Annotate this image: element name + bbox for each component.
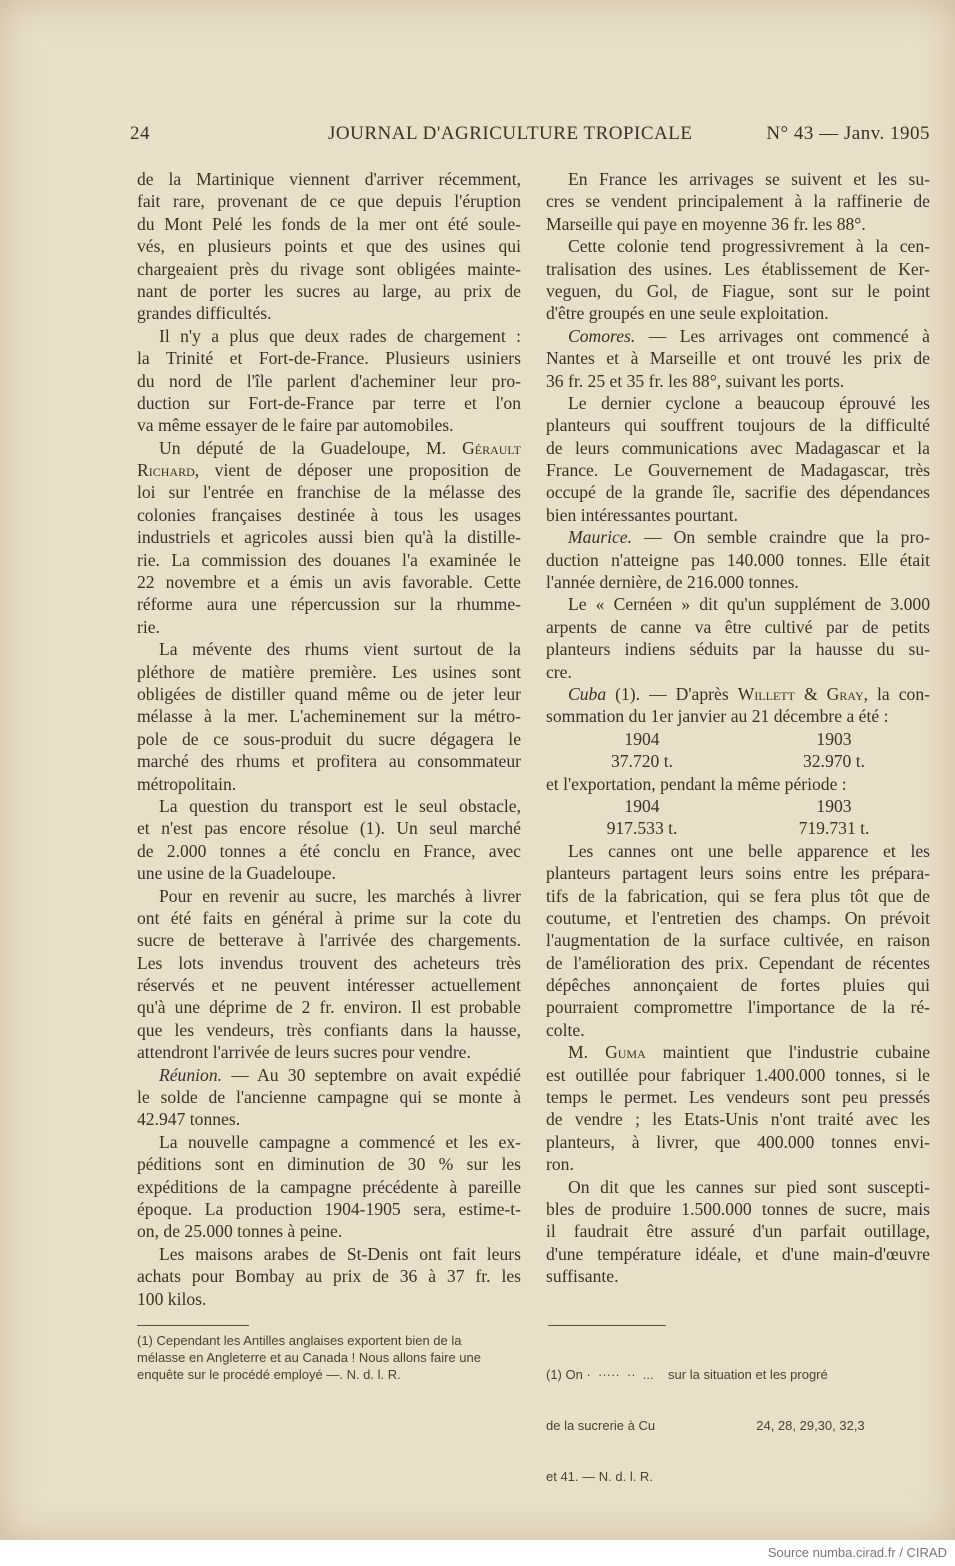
footnote-right [546,1332,931,1519]
paragraph [546,526,930,593]
text-line: suffisante. [546,1266,619,1287]
text-span: — Au 30 septembre on avait expédié [222,1064,521,1085]
text-span: — Les arrivages ont commencé à [635,325,930,346]
text-line: chargeaient près du rivage sont obligées mainte- [137,258,521,279]
paragraph [546,593,930,683]
footnote-rule-right [548,1325,666,1326]
paragraph [137,325,521,437]
text-line: le solde de l'ancienne campagne qui se monte à [137,1087,521,1108]
paragraph [137,1243,521,1310]
text-line: grandes difficultés. [137,303,272,324]
text-line: de la Martinique viennent d'arriver récemment, [137,169,521,189]
figures-table [546,795,930,840]
table-cell: 719.731 t. [798,818,870,839]
text-line: France. Le Gouvernement de Madagascar, très [546,460,930,481]
text-line: du nord de l'île parlent d'acheminer leur pro- [137,370,521,391]
table-cell: 1904 [624,728,660,749]
italic-heading: Réunion. [159,1064,223,1085]
paragraph [137,1131,521,1243]
running-header [130,123,930,149]
small-caps-name: Guma [605,1042,646,1063]
text-line: mélasse à la mer. L'acheminement sur la métro- [137,706,521,727]
paragraph [137,885,521,1064]
paragraph [137,795,521,885]
text-line: arpents de canne va être cultivé par de petits [546,616,930,637]
text-line: pléthore de matière première. Les usines sont [137,661,521,682]
paragraph [546,773,930,795]
text-line: la Trinité et Fort-de-France. Plusieurs usiniers [137,348,521,369]
text-line: va même essayer de le faire par automobiles. [137,415,454,436]
text-line: du Mont Pelé les fonds de la mer ont été soule- [137,213,521,234]
text-line: ont été faits en général à prime sur la cote du [137,907,521,928]
text-line: et n'est pas encore résolue (1). Un seul marché [137,818,521,839]
text-line: réservés et ne peuvent intéresser actuellement [137,975,521,996]
text-line: 36 fr. 25 et 35 fr. les 88°, suivant les ports. [546,370,845,391]
text-line: l'augmentation de la surface cultivée, en raison [546,930,930,951]
text-line: Le dernier cyclone a beaucoup éprouvé les [568,392,930,413]
journal-title: JOURNAL D'AGRICULTURE TROPICALE [328,123,693,144]
text-line: marché des rhums et profitera au consommateur [137,751,521,772]
small-caps-name: Willett & Gray [737,683,864,704]
table-cell: 1903 [816,728,852,749]
paragraph [546,1176,930,1288]
table-cell: 917.533 t. [606,818,678,839]
text-line: planteurs indiens séduits par la hausse du su- [546,639,930,660]
text-line: réforme aura une répercussion sur la rhumme- [137,594,521,615]
text-line: sucre de betterave à l'arrivée des chargements. [137,930,521,951]
text-line: cres se vendent principalement à la raffinerie de [546,191,930,212]
text-span: maintient que l'industrie cubaine [645,1042,930,1063]
paragraph [546,168,930,235]
text-line: bles de produire 1.500.000 tonnes de sucre, mais [546,1198,930,1219]
text-line: dépêches annonçaient de fortes pluies qui [546,975,930,996]
text-line: veguen, du Gol, de Fiague, sont sur le point [546,280,930,301]
text-line: 100 kilos. [137,1288,207,1309]
right-column [546,168,930,1288]
text-line: attendront l'arrivée de leurs sucres pour vendre. [137,1042,471,1063]
text-line: La question du transport est le seul obstacle, [159,795,521,816]
text-line: époque. La production 1904-1905 sera, estime-t- [137,1198,521,1219]
text-line: colte. [546,1019,585,1040]
text-line: planteurs qui souffrent toujours de la difficulté [546,415,930,436]
small-caps-name: Gérault [462,437,521,458]
text-line: cre. [546,661,572,682]
footnote-left [137,1332,522,1383]
footnote-line: (1) Cependant les Antilles anglaises exportent bien de la [137,1333,462,1348]
text-line: Marseille qui paye en moyenne 36 fr. les 88°. [546,213,866,234]
left-column [137,168,521,1310]
text-line: industriels et agricoles aussi bien qu'à la distille- [137,527,521,548]
footnote-line: enquête sur le procédé employé —. N. d. l. R. [137,1367,401,1382]
paragraph [546,840,930,1042]
text-line: Pour en revenir au sucre, les marchés à livrer [159,885,521,906]
text-line: rie. [137,616,160,637]
text-line: Il n'y a plus que deux rades de chargement : [159,325,521,346]
text-line: est outillée pour fabriquer 1.400.000 tonnes, si le [546,1064,930,1085]
paragraph [137,437,521,639]
text-line: une usine de la Guadeloupe. [137,863,336,884]
text-span: , la con- [863,683,930,704]
text-line: planteurs partagent leurs soins entre les prépara- [546,863,930,884]
text-line: d'être groupés en une seule exploitation. [546,303,829,324]
text-line [546,683,930,705]
text-span: Un député de la Guadeloupe, M. [159,437,463,458]
text-line: de 2.000 tonnes a été conclu en France, avec [137,840,521,861]
figures-table [546,728,930,773]
issue-date: N° 43 — Janv. 1905 [766,123,930,144]
text-line: ron. [546,1154,574,1175]
text-line [137,437,521,459]
footnote-line: (1) On · ····· ·· ... sur la situation et les progré [546,1367,828,1382]
text-line: temps le permet. Les vendeurs sont peu pressés [546,1087,930,1108]
text-line [546,325,930,347]
table-row [546,750,930,772]
text-line: tifs de la fabrication, qui se fera plus tôt que de [546,885,930,906]
paragraph [137,168,521,325]
table-row [546,728,930,750]
paragraph [546,235,930,325]
text-line: de leurs communications avec Madagascar et la [546,437,930,458]
paragraph [546,392,930,526]
text-line: vés, en plusieurs points et que des usines qui [137,236,521,257]
table-row [546,817,930,839]
italic-heading: Cuba [568,683,607,704]
table-cell: 1903 [816,795,852,816]
text-line: et l'exportation, pendant la même période : [546,773,847,794]
text-line: La nouvelle campagne a commencé et les ex- [159,1131,521,1152]
text-line: pole de ce sous-produit du sucre dégagera le [137,728,521,749]
paragraph [137,1064,521,1131]
table-cell: 1904 [624,795,660,816]
text-line [137,1064,521,1086]
text-line: on, de 25.000 tonnes à peine. [137,1221,343,1242]
text-line: péditions sont en diminution de 30 % sur les [137,1154,521,1175]
text-line: achats pour Bombay au prix de 36 à 37 fr. les [137,1266,521,1287]
table-cell: 32.970 t. [802,751,866,772]
source-credit: Source numba.cirad.fr / CIRAD [767,1545,947,1560]
text-line [137,459,521,481]
text-line: 22 novembre et a émis un avis favorable. Cette [137,572,521,593]
paragraph [546,325,930,392]
text-line: planteurs, à livrer, que 400.000 tonnes envi- [546,1131,930,1152]
text-line: d'une température idéale, et d'une main-d'œuvre [546,1243,930,1264]
text-span: , vient de déposer une proposition de [194,460,521,481]
table-row [546,795,930,817]
text-line: Les lots invendus trouvent des acheteurs très [137,952,521,973]
text-line: tralisation des usines. Les établissement de Ker- [546,258,930,279]
text-line: pourraient compromettre l'importance de la ré- [546,997,930,1018]
footnote-rule-left [137,1325,249,1326]
text-line: obligées de distiller quand même ou de jeter leur [137,683,521,704]
page-number: 24 [130,123,150,144]
text-line: colonies françaises destinée à tous les usages [137,504,521,525]
text-line: coutume, et l'entretien des champs. On prévoit [546,907,930,928]
text-line: On dit que les cannes sur pied sont suscepti- [568,1176,930,1197]
text-line: expéditions de la campagne précédente à pareille [137,1176,521,1197]
text-line: Nantes et à Marseille et ont trouvé les prix de [546,348,930,369]
text-line: métropolitain. [137,773,237,794]
text-line: il faudrait être assuré d'un parfait outillage, [546,1221,930,1242]
footnote-line: mélasse en Angleterre et au Canada ! Nous allons faire une [137,1350,481,1365]
text-line: Les cannes ont une belle apparence et les [568,840,930,861]
text-line: loi sur l'entrée en franchise de la mélasse des [137,482,521,503]
text-line: qu'à une déprime de 2 fr. environ. Il est probable [137,997,521,1018]
text-line: l'année dernière, de 216.000 tonnes. [546,572,799,593]
text-line: que les vendeurs, très confiants dans la hausse, [137,1019,521,1040]
paragraph [137,638,521,795]
text-line: nant de porter les sucres au large, au prix de [137,280,521,301]
text-line: sommation du 1er janvier au 21 décembre a été : [546,706,889,727]
text-line: 42.947 tonnes. [137,1109,241,1130]
text-line: Cette colonie tend progressivrement à la cen- [568,236,930,257]
text-line: La mévente des rhums vient surtout de la [159,639,521,660]
text-line: Les maisons arabes de St-Denis ont fait leurs [159,1243,521,1264]
text-span: M. [568,1042,606,1063]
text-line: En France les arrivages se suivent et les su- [568,169,930,189]
text-line: duction sur Fort-de-France par terre et l'on [137,392,521,413]
text-line: duction n'atteigne pas 140.000 tonnes. Elle était [546,549,930,570]
text-line: rie. La commission des douanes l'a examinée le [137,549,521,570]
small-caps-name: Richard [137,460,195,481]
table-cell: 37.720 t. [610,751,674,772]
text-line: bien intéressantes pourtant. [546,504,739,525]
text-line [546,1041,930,1063]
text-line [546,526,930,548]
text-line: occupé de la grande île, sacrifie des dépendances [546,482,930,503]
text-line: de l'amélioration des prix. Cependant de récentes [546,952,930,973]
italic-heading: Comores. [568,325,636,346]
text-span: — On semble craindre que la pro- [632,527,930,548]
text-span: (1). — D'après [606,683,738,704]
text-line: de vendre ; les Etats-Unis n'ont traité avec les [546,1109,930,1130]
paragraph [546,1041,930,1175]
text-line: fait rare, provenant de ce que depuis l'éruption [137,191,521,212]
paragraph [546,683,930,728]
footnote-line: de la sucrerie à Cu 24, 28, 29,30, 32,3 [546,1418,865,1433]
italic-heading: Maurice. [568,527,633,548]
text-line: Le « Cernéen » dit qu'un supplément de 3.000 [568,594,930,615]
footnote-line: et 41. — N. d. l. R. [546,1469,653,1484]
